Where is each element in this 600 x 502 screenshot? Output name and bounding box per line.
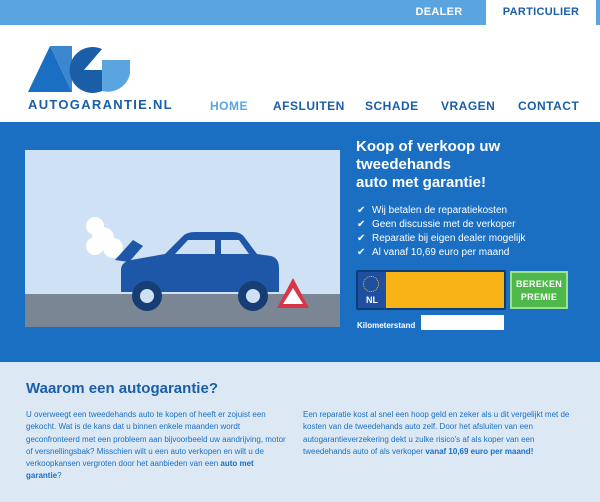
benefit-item xyxy=(357,246,525,260)
hero-title-line: Koop of verkoop uw xyxy=(356,138,501,155)
benefits-list xyxy=(357,204,525,260)
info-left-text xyxy=(26,409,291,483)
tab-dealer[interactable]: DEALER xyxy=(415,6,463,18)
benefit-item xyxy=(357,204,525,218)
broken-car-illustration xyxy=(25,150,340,327)
hero-title xyxy=(356,138,586,192)
benefit-item xyxy=(357,232,525,246)
info-right-bold: vanaf 10,69 euro per maand! xyxy=(425,446,534,456)
hero-title-line: tweedehands xyxy=(356,156,452,173)
warning-triangle-icon xyxy=(277,278,309,308)
nav-contact[interactable]: CONTACT xyxy=(518,99,580,113)
hero-section xyxy=(0,122,600,362)
country-code: NL xyxy=(366,295,378,305)
benefit-text: Reparatie bij eigen dealer mogelijk xyxy=(372,233,526,244)
info-section xyxy=(0,362,600,502)
nav-afsluiten[interactable]: AFSLUITEN xyxy=(273,99,345,113)
nav-home[interactable]: HOME xyxy=(210,99,248,113)
nav-schade[interactable]: SCHADE xyxy=(365,99,419,113)
benefit-item xyxy=(357,218,525,232)
info-left-bold: auto met garantie xyxy=(26,459,254,481)
info-right-text xyxy=(303,409,578,458)
license-plate-field[interactable] xyxy=(386,272,504,308)
smoke-icon xyxy=(86,217,123,258)
info-left-body: U overweegt een tweedehands auto te kopen of heeft er zojuist een gekocht. Wat is de kans dat u binnen enkele maanden wordt geconfronteerd met een probleem aan bijvoorbeeld uw aandrijving, motor of versnellingsbak? Misschien wilt u een auto verkopen en wilt u de verkoopkansen vergroten door het aanbieden van een xyxy=(26,410,286,469)
top-bar xyxy=(0,0,600,25)
brand-name[interactable]: AUTOGARANTIE.NL xyxy=(28,97,173,112)
license-plate-input[interactable] xyxy=(356,270,506,310)
calculate-premium-button[interactable] xyxy=(510,271,568,309)
benefit-text: Geen discussie met de verkoper xyxy=(372,219,516,230)
check-icon: ✔ xyxy=(357,205,366,216)
check-icon: ✔ xyxy=(357,219,366,230)
benefit-text: Wij betalen de reparatiekosten xyxy=(372,205,508,216)
tab-particulier[interactable]: PARTICULIER xyxy=(486,0,596,25)
info-right-body: Een reparatie kost al snel een hoop geld en zeker als u dit vergelijkt met de kosten van de tweedehands auto zelf. Door het afsluiten van een autogarantieverzekering dekt u zulke risico's af als koper van een tweedehands auto of als verkoper xyxy=(303,410,570,456)
calculate-button-line: PREMIE xyxy=(520,292,558,302)
check-icon: ✔ xyxy=(357,247,366,258)
eu-stars-icon xyxy=(363,276,379,292)
info-left-end: ? xyxy=(57,471,62,481)
eu-flag-icon xyxy=(358,272,386,308)
check-icon: ✔ xyxy=(357,233,366,244)
info-heading: Waarom een autogarantie? xyxy=(26,380,218,397)
mileage-input[interactable] xyxy=(421,315,504,330)
car-icon xyxy=(115,232,279,311)
hero-title-line: auto met garantie! xyxy=(356,174,487,191)
autogarantie-logo[interactable] xyxy=(28,44,138,94)
benefit-text: Al vanaf 10,69 euro per maand xyxy=(372,247,510,258)
calculate-button-line: BEREKEN xyxy=(515,279,563,289)
mileage-label: Kilometerstand xyxy=(357,321,416,330)
car-illustration-svg xyxy=(25,150,340,327)
nav-vragen[interactable]: VRAGEN xyxy=(441,99,496,113)
